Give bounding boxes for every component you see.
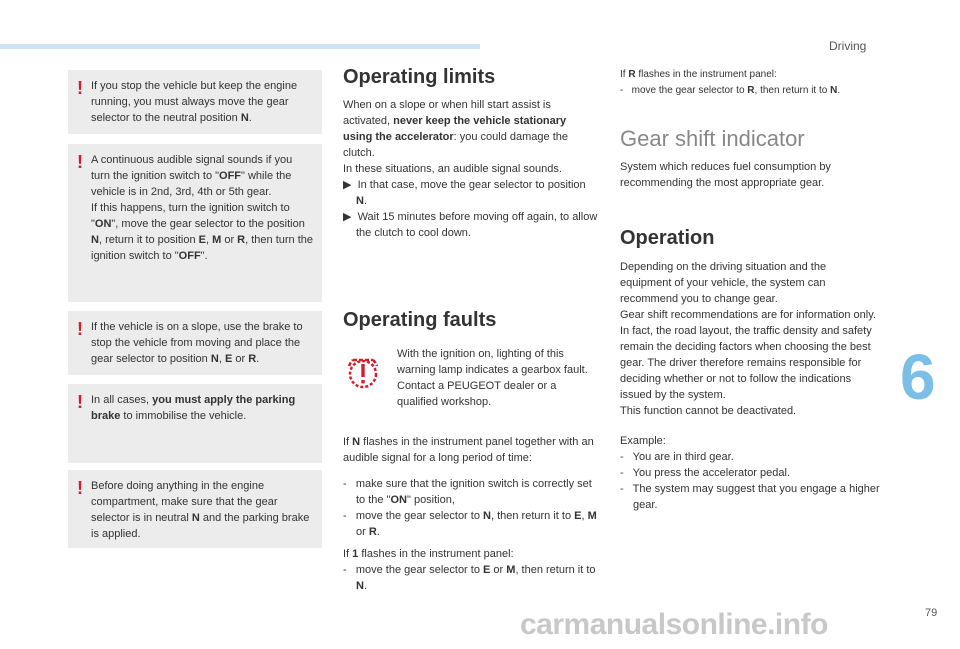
n-flash-steps xyxy=(343,476,598,540)
one-flash-steps xyxy=(343,562,598,594)
exclamation-icon: ! xyxy=(77,392,83,412)
top-accent-bar xyxy=(0,44,480,49)
note-text: Before doing anything in the engine compartment, make sure that the gear selector is in neutral N and the parking brake is applied. xyxy=(91,480,310,540)
note-text: If the vehicle is on a slope, use the brake to stop the vehicle from moving and place the gear selector to position N, E or R. xyxy=(91,321,303,365)
operating-limits-text xyxy=(343,97,598,241)
exclamation-icon: ! xyxy=(77,78,83,98)
list-item: - move the gear selector to E or M, then return it to N. xyxy=(343,564,596,592)
gearbox-fault-text: With the ignition on, lighting of this warning lamp indicates a gearbox fault. Contact a PEUGEOT dealer or a qualified workshop. xyxy=(397,348,588,408)
note-text: A continuous audible signal sounds if you turn the ignition switch to "OFF" while the vehicle is in 2nd, 3rd, 4th or 5th gear. If this happens, turn the ignition switch to "ON", move the gear selector to the position N, return it to position E, M or R, then turn the ignition switch to "OFF". xyxy=(91,154,314,262)
note-text: In all cases, you must apply the parking brake to immobilise the vehicle. xyxy=(91,394,296,422)
gear-shift-indicator-heading: Gear shift indicator xyxy=(620,126,805,151)
operating-limits-steps xyxy=(343,177,598,241)
note-slope xyxy=(68,311,322,375)
list-item: - The system may suggest that you engage a higher gear. xyxy=(620,483,880,511)
section-title: Driving xyxy=(829,39,867,53)
operating-limits-heading: Operating limits xyxy=(343,66,496,88)
note-engine-compartment xyxy=(68,470,322,548)
watermark-text: carmanualsonline.info xyxy=(520,608,828,641)
list-item: - You press the accelerator pedal. xyxy=(620,467,790,479)
note-parking-brake xyxy=(68,384,322,463)
exclamation-icon: ! xyxy=(77,152,83,172)
list-item: - move the gear selector to N, then return it to E, M or R. xyxy=(343,510,597,538)
example-steps xyxy=(620,449,880,513)
n-flash-text xyxy=(343,434,598,594)
r-flash-text xyxy=(620,67,890,99)
list-item: - move the gear selector to R, then return it to N. xyxy=(620,85,841,96)
note-audible-signal xyxy=(68,144,322,302)
example-label: Example: xyxy=(620,435,666,447)
gear-shift-intro: System which reduces fuel consumption by recommending the most appropriate gear. xyxy=(620,161,831,189)
list-item: ▶ Wait 15 minutes before moving off again, to allow the clutch to cool down. xyxy=(343,211,598,239)
exclamation-icon: ! xyxy=(77,319,83,339)
note-text: If you stop the vehicle but keep the engine running, you must always move the gear selector to the neutral position N. xyxy=(91,80,298,124)
r-flash-steps xyxy=(620,83,890,99)
list-item: - make sure that the ignition switch is correctly set to the "ON" position, xyxy=(343,478,592,506)
list-item: - You are in third gear. xyxy=(620,451,734,463)
operating-limits-body: When on a slope or when hill start assist is activated, never keep the vehicle stationary using the accelerator: you could damage the clutch. In these situations, an audible signal sounds. xyxy=(343,99,569,175)
list-item: ▶ In that case, move the gear selector to position N. xyxy=(343,179,586,207)
operation-text xyxy=(620,259,880,513)
operating-faults-heading: Operating faults xyxy=(343,309,497,331)
r-flash-intro: If R flashes in the instrument panel: xyxy=(620,69,777,80)
operation-body: Depending on the driving situation and the equipment of your vehicle, the system can recommend you to change gear. Gear shift recommendations are for information only. In fact, the road layout, the traffic density and safety remain the deciding factors when choosing the best gear. The driver therefore remains responsible for deciding whether or not to follow the indications issued by the system. This function cannot be deactivated. xyxy=(620,261,876,417)
note-stop-vehicle xyxy=(68,70,322,134)
chapter-number: 6 xyxy=(900,341,936,413)
operation-heading: Operation xyxy=(620,227,715,249)
one-flash-intro: If 1 flashes in the instrument panel: xyxy=(343,548,514,560)
gearbox-warning-lamp-icon xyxy=(345,354,381,390)
exclamation-icon: ! xyxy=(77,478,83,498)
n-flash-intro: If N flashes in the instrument panel together with an audible signal for a long period of time: xyxy=(343,436,594,464)
page-number: 79 xyxy=(925,607,938,619)
